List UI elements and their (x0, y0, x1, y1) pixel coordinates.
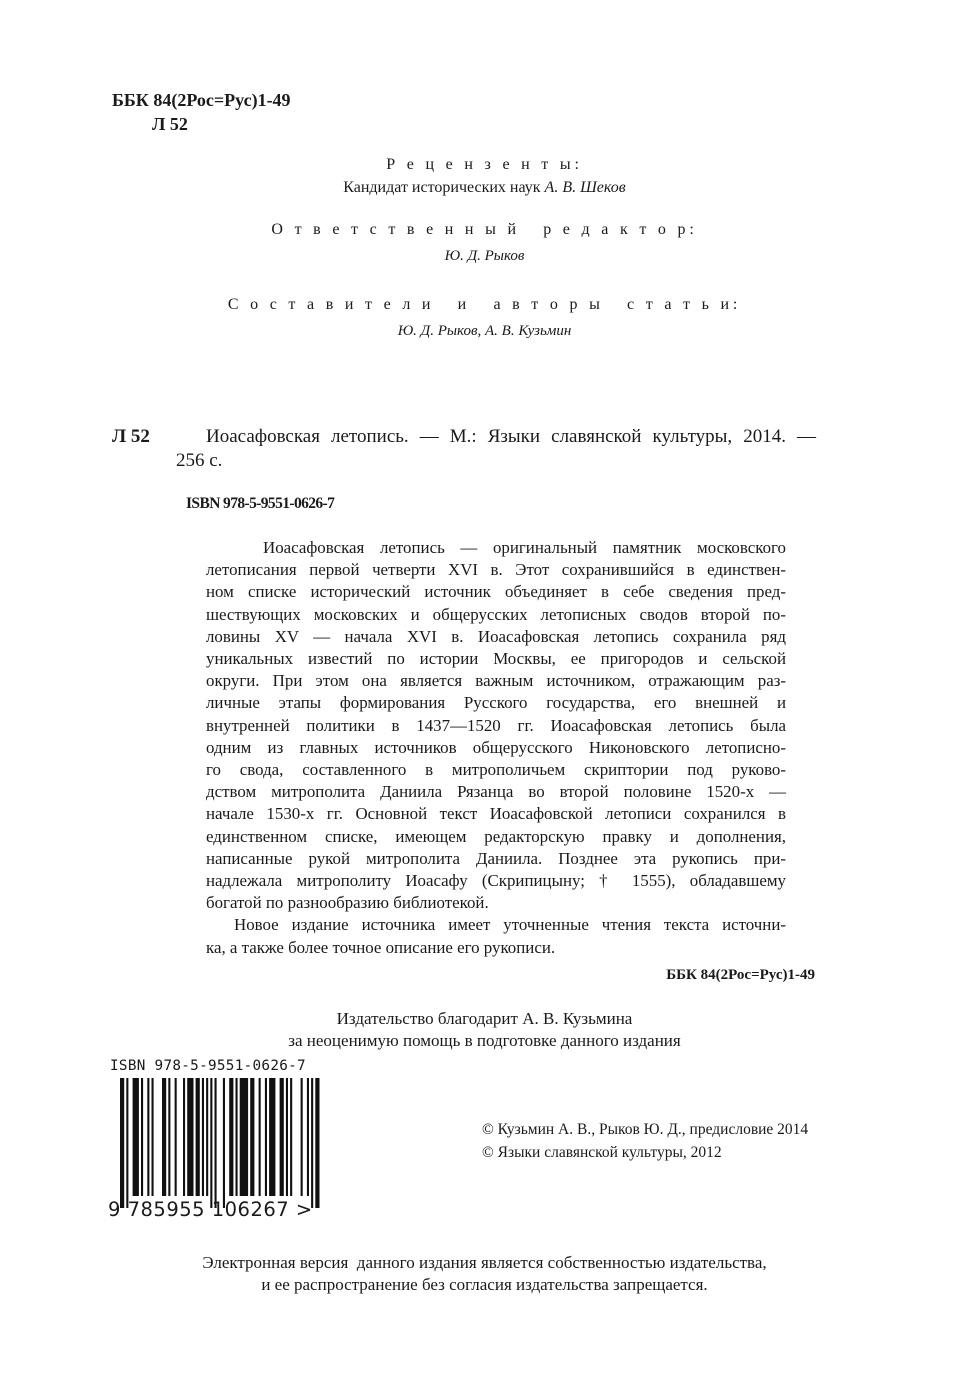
barcode-bar (240, 1078, 248, 1196)
electronic-version-notice (0, 1252, 969, 1296)
barcode-bar (301, 1078, 303, 1196)
barcode-bar (311, 1078, 313, 1208)
barcode-bar (250, 1078, 254, 1196)
barcode-bar (187, 1078, 193, 1196)
editor-label: О т в е т с т в е н н ы й р е д а к т о р: (271, 221, 698, 238)
catalog-code: Л 52 (112, 426, 150, 447)
abstract (206, 537, 786, 959)
barcode-bar (210, 1078, 212, 1208)
abstract-line: богатой по разнообразию библиотекой. (206, 893, 489, 913)
reviewer-name: А. В. Шеков (544, 179, 626, 196)
abstract-line: ном списке исторический источник объединяет в себе сведения пред- (206, 582, 786, 602)
editor-name: Ю. Д. Рыков (444, 248, 525, 264)
barcode-bar (229, 1078, 233, 1196)
abstract-line: внутренней политики в 1437—1520 гг. Иоасафовская летопись была (206, 715, 786, 735)
copyright-line-1: © Кузьмин А. В., Рыков Ю. Д., предисловие 2014 (482, 1121, 809, 1138)
abstract-line: уникальных известий по истории Москвы, ее пригородов и сельской (206, 649, 786, 669)
barcode-bar (223, 1078, 225, 1208)
barcode-bar (162, 1078, 166, 1196)
compilers-names: Ю. Д. Рыков, А. В. Кузьмин (397, 323, 572, 339)
notice-line-2: и ее распространение без согласия издательства запрещается. (261, 1275, 708, 1294)
acknowledgement (0, 1008, 969, 1052)
abstract-line: го свода, составленного в митрополичьем скриптории под руково- (206, 760, 786, 780)
acknowledgement-line-1: Издательство благодарит А. В. Кузьмина (336, 1009, 633, 1028)
abstract-line: ловины XV — начала XVI в. Иоасафовская летопись сохранила ряд (206, 626, 786, 646)
abstract-line: дством митрополита Даниила Рязанца во второй половине 1520-х — (206, 782, 786, 802)
notice-line-1: Электронная версия данного издания является собственностью издательства, (202, 1253, 767, 1272)
barcode-bar (307, 1078, 309, 1196)
barcode-bar (141, 1078, 143, 1196)
reviewers-label: Р е ц е н з е н т ы: (386, 156, 583, 173)
barcode-bar (265, 1078, 267, 1196)
barcode-digits: 9 785955 106267 > (108, 1198, 313, 1221)
author-sign: Л 52 (152, 114, 188, 134)
barcode-bar (315, 1078, 319, 1208)
compilers-label: С о с т а в и т е л и и а в т о р ы с т а т ь и: (227, 296, 742, 313)
acknowledgement-line-2: за неоценимую помощь в подготовке данного издания (288, 1031, 681, 1050)
catalog-entry (176, 425, 816, 473)
abstract-line: летописания первой четверти XVI в. Этот сохранившийся в единствен- (206, 560, 786, 580)
barcode-bar (215, 1078, 217, 1208)
barcode-bar (168, 1078, 170, 1196)
abstract-line: личные этапы формирования Русского государства, его внешней и (206, 693, 786, 713)
barcode-bar (133, 1078, 139, 1196)
reviewer-line (0, 176, 969, 200)
abstract-line: ка, а также более точное описание его рукописи. (206, 937, 556, 957)
abstract-line: написанные рукой митрополита Даниила. Позднее эта рукопись при- (206, 848, 786, 868)
abstract-line: округи. При этом она является важным источником, отражающим раз- (206, 671, 786, 691)
barcode-bar (202, 1078, 204, 1196)
abstract-line: надлежала митрополиту Иоасафу (Скрипицыну; † 1555), обладавшему (206, 871, 786, 891)
catalog-line-1: Иоасафовская летопись. — М.: Языки славянской культуры, 2014. — (206, 426, 816, 447)
barcode-bar (286, 1078, 288, 1196)
bbk-code-footer: ББК 84(2Рос=Рус)1-49 (666, 967, 815, 983)
barcode-bar (183, 1078, 185, 1196)
abstract-line: начале 1530-х гг. Основной текст Иоасафовской летописи сохранился в (206, 804, 786, 824)
barcode-bar (259, 1078, 261, 1196)
barcode-bar (236, 1078, 238, 1196)
barcode-bar (269, 1078, 275, 1196)
reviewer-prefix: Кандидат исторических наук (343, 179, 541, 196)
reviewers-block (0, 154, 969, 200)
barcode-bar (196, 1078, 200, 1196)
barcode-bar (206, 1078, 208, 1196)
bbk-code: ББК 84(2Рос=Рус)1-49 (112, 90, 291, 110)
catalog-line-2: 256 с. (176, 450, 223, 471)
compilers-block (0, 294, 969, 342)
barcode-bar (120, 1078, 124, 1208)
editor-block (0, 219, 969, 267)
abstract-line: Иоасафовская летопись — оригинальный памятник московского (263, 538, 786, 557)
barcode-bar (152, 1078, 154, 1196)
abstract-line: одним из главных источников общерусского Никоновского летописно- (206, 737, 786, 757)
abstract-line: единственном списке, имеющем редакторскую правку и дополнения, (206, 826, 786, 846)
copyright (482, 1118, 808, 1164)
barcode-bar (147, 1078, 149, 1196)
barcode-bar (280, 1078, 284, 1196)
abstract-line: шествующих московских и общерусских летописных сводов второй по- (206, 604, 786, 624)
copyright-line-2: © Языки славянской культуры, 2012 (482, 1144, 722, 1161)
barcode-bar (290, 1078, 292, 1196)
barcode-bar (175, 1078, 177, 1196)
barcode-isbn-text: ISBN 978-5-9551-0626-7 (110, 1058, 306, 1074)
abstract-line: Новое издание источника имеет уточненные чтения текста источни- (234, 915, 786, 935)
isbn: ISBN 978-5-9551-0626-7 (186, 495, 335, 512)
isbn-barcode (108, 1058, 332, 1228)
barcode-bar (126, 1078, 128, 1208)
